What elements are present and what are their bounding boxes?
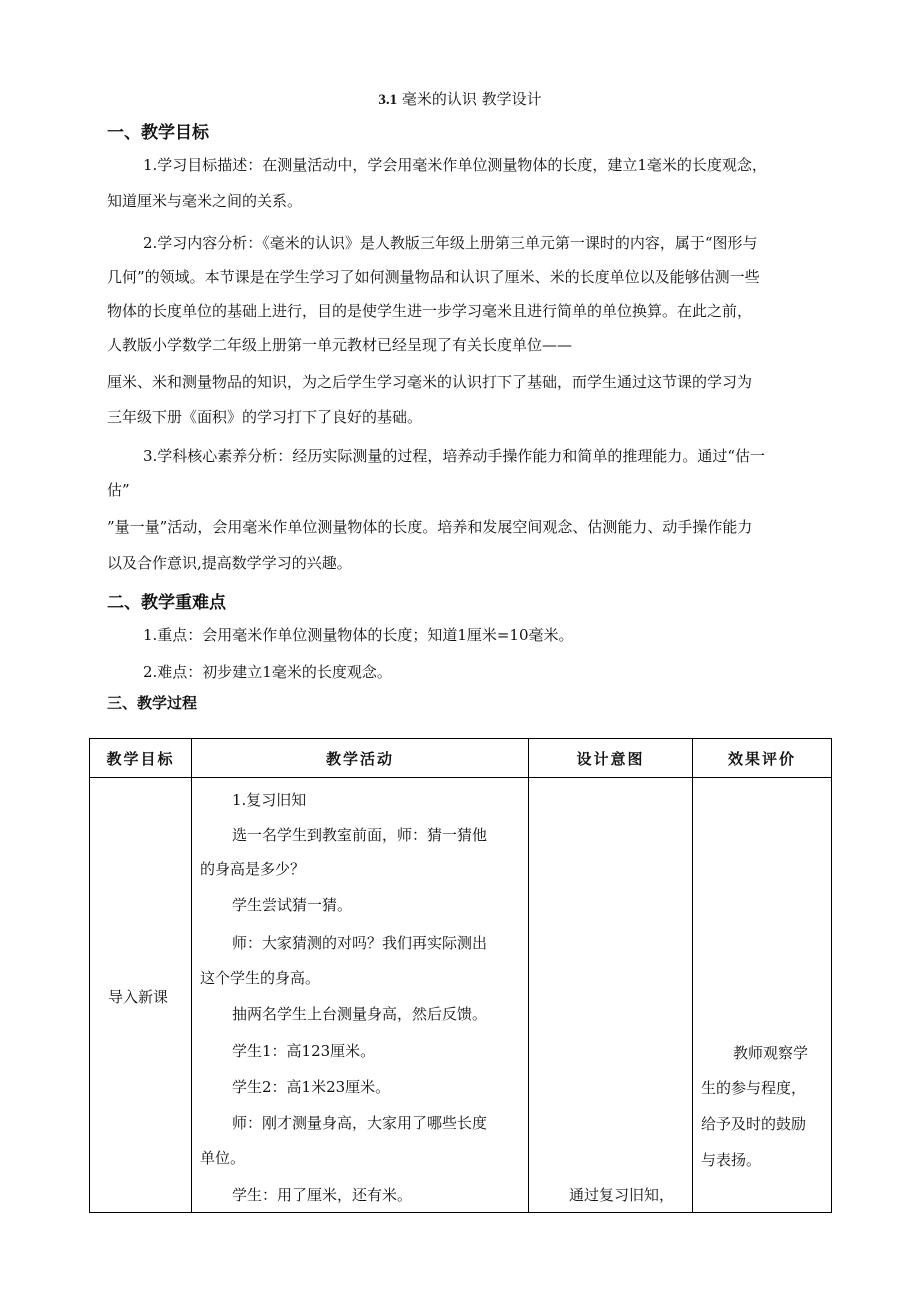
- evaluation-line: 生的参与程度，: [701, 1079, 807, 1097]
- goal-line: ”量一量”活动，会用毫米作单位测量物体的长度。培养和发展空间观念、估测能力、动手操作能力: [107, 518, 753, 536]
- goal-line: 知道厘米与毫米之间的关系。: [107, 192, 303, 210]
- intent-line: 通过复习旧知，: [569, 1186, 675, 1204]
- table-row: [90, 778, 832, 1213]
- activity-line: 师：刚才测量身高，大家用了哪些长度: [232, 1114, 488, 1132]
- table-header-row: [90, 739, 832, 778]
- goal-line: 估”: [107, 481, 130, 499]
- activity-line: 这个学生的身高。: [200, 969, 321, 987]
- page-title: [0, 88, 920, 109]
- goal-line: 物体的长度单位的基础上进行，目的是使学生进一步学习毫米且进行简单的单位换算。在此之前，: [107, 302, 753, 320]
- title-text: 毫米的认识 教学设计: [401, 90, 542, 108]
- row-label: 导入新课: [108, 988, 169, 1006]
- section-heading-keypoints: 二、教学重难点: [107, 593, 226, 613]
- activity-line: 学生2：高1米23厘米。: [232, 1078, 391, 1096]
- goal-line: 三年级下册《面积》的学习打下了良好的基础。: [107, 408, 423, 426]
- evaluation-line: 与表扬。: [701, 1151, 762, 1169]
- keypoint-line: 2.难点：初步建立1毫米的长度观念。: [143, 663, 392, 681]
- activity-line: 的身高是多少？: [200, 860, 306, 878]
- header-evaluation: 效果评价: [693, 739, 832, 778]
- goal-line: 以及合作意识,提高数学学习的兴趣。: [107, 554, 352, 572]
- activity-line: 抽两名学生上台测量身高，然后反馈。: [232, 1005, 488, 1023]
- activity-line: 单位。: [200, 1149, 246, 1167]
- goal-line: 2.学习内容分析：《毫米的认识》是人教版三年级上册第三单元第一课时的内容，属于“图形与: [143, 234, 758, 252]
- goal-line: 几何”的领域。本节课是在学生学习了如何测量物品和认识了厘米、米的长度单位以及能够估测一些: [107, 268, 760, 286]
- goal-line: 1.学习目标描述：在测量活动中，学会用毫米作单位测量物体的长度，建立1毫米的长度观念，: [143, 156, 767, 174]
- activity-line: 学生：用了厘米，还有米。: [232, 1186, 413, 1204]
- activity-line: 1.复习旧知: [232, 791, 307, 809]
- evaluation-cell: [693, 778, 832, 1213]
- header-intent: 设计意图: [529, 739, 693, 778]
- intent-cell: [529, 778, 693, 1213]
- goal-line: 厘米、米和测量物品的知识，为之后学生学习毫米的认识打下了基础，而学生通过这节课的学习为: [107, 373, 753, 391]
- activity-cell: [192, 778, 529, 1213]
- goal-cell: [90, 778, 192, 1213]
- section-heading-goals: 一、教学目标: [107, 123, 209, 143]
- section-heading-process: 三、教学过程: [107, 694, 198, 712]
- header-activity: 教学活动: [192, 739, 529, 778]
- goal-line: 3.学科核心素养分析：经历实际测量的过程，培养动手操作能力和简单的推理能力。通过“估一: [143, 447, 765, 465]
- activity-line: 学生1：高123厘米。: [232, 1042, 376, 1060]
- activity-line: 学生尝试猜一猜。: [232, 896, 353, 914]
- evaluation-line: 教师观察学: [733, 1044, 809, 1062]
- goal-line: 人教版小学数学二年级上册第一单元教材已经呈现了有关长度单位——: [107, 336, 573, 354]
- activity-line: 选一名学生到教室前面，师：猜一猜他: [232, 826, 488, 844]
- teaching-process-table: [89, 738, 832, 1213]
- keypoint-line: 1.重点：会用毫米作单位测量物体的长度；知道1厘米=10毫米。: [143, 626, 574, 644]
- activity-line: 师：大家猜测的对吗？我们再实际测出: [232, 934, 488, 952]
- title-number: 3.1: [378, 92, 398, 108]
- evaluation-line: 给予及时的鼓励: [701, 1115, 807, 1133]
- header-goal: 教学目标: [90, 739, 192, 778]
